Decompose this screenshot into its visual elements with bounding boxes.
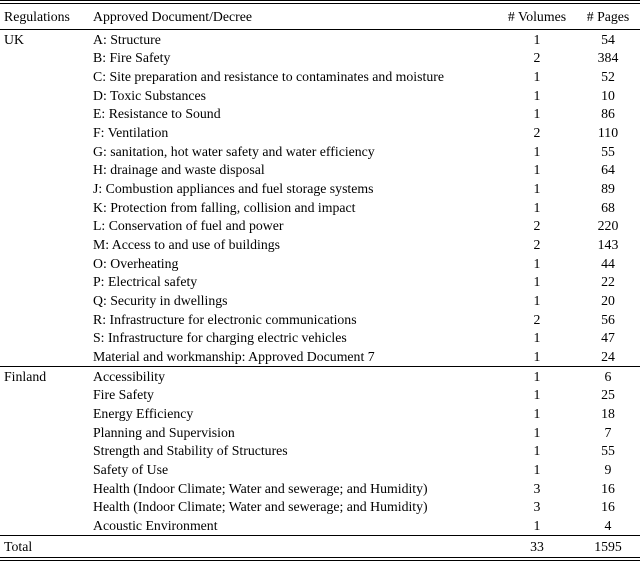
- pages-value: 6: [576, 367, 640, 386]
- table-row: [0, 329, 640, 348]
- region-label: [0, 235, 91, 254]
- region-label: [0, 198, 91, 217]
- table-row: [0, 142, 640, 161]
- total-volumes: 33: [498, 536, 576, 557]
- col-header-document: Approved Document/Decree: [91, 4, 498, 30]
- volumes-value: 1: [533, 387, 541, 403]
- pages-value: 20: [601, 293, 615, 309]
- volumes-value: 1: [533, 330, 541, 346]
- table-row: [0, 198, 640, 217]
- region-label: [0, 329, 91, 348]
- table-row: [0, 161, 640, 180]
- table-body: [0, 30, 640, 557]
- document-name: G: sanitation, hot water safety and water efficiency: [93, 143, 375, 159]
- table-row: [0, 516, 640, 535]
- table-row: [0, 498, 640, 517]
- document-name: L: Conservation of fuel and power: [93, 218, 284, 234]
- volumes-value: 2: [533, 311, 541, 327]
- document-name: K: Protection from falling, collision and impact: [93, 199, 356, 215]
- region-label: [0, 460, 91, 479]
- table-header: [0, 4, 640, 30]
- region-label: [0, 67, 91, 86]
- region-label: [0, 386, 91, 405]
- regulations-table: [0, 4, 640, 557]
- table-row: [0, 105, 640, 124]
- pages-value: 18: [601, 406, 615, 422]
- pages-value: 55: [601, 143, 615, 159]
- document-name: H: drainage and waste disposal: [93, 162, 265, 178]
- table-row: [0, 404, 640, 423]
- document-name: O: Overheating: [93, 255, 179, 271]
- document-name: C: Site preparation and resistance to contaminates and moisture: [93, 69, 444, 85]
- document-name: R: Infrastructure for electronic communications: [93, 311, 357, 327]
- region-label: UK: [4, 31, 24, 47]
- pages-value: 89: [601, 181, 615, 197]
- volumes-value: 1: [533, 518, 541, 534]
- region-label: [0, 516, 91, 535]
- region-label: [0, 142, 91, 161]
- region-label: [0, 161, 91, 180]
- document-name: Fire Safety: [93, 387, 154, 403]
- document-name: F: Ventilation: [93, 125, 169, 141]
- region-label: [0, 423, 91, 442]
- pages-value: 68: [601, 199, 615, 215]
- document-name: Strength and Stability of Structures: [93, 443, 288, 459]
- pages-value: 384: [597, 50, 619, 66]
- table-row: [0, 49, 640, 68]
- pages-value: 4: [604, 518, 612, 534]
- region-label: [0, 291, 91, 310]
- document-name: Acoustic Environment: [93, 518, 218, 534]
- table-row: [0, 291, 640, 310]
- document-name: B: Fire Safety: [93, 50, 171, 66]
- table-row: [0, 67, 640, 86]
- volumes-value: 1: [533, 31, 541, 47]
- pages-value: 56: [601, 311, 615, 327]
- table-row: [0, 442, 640, 461]
- pages-value: 44: [601, 255, 615, 271]
- document-name: Accessibility: [91, 367, 498, 386]
- table-row: [0, 217, 640, 236]
- document-name: Safety of Use: [93, 462, 169, 478]
- header-row: [0, 4, 640, 30]
- volumes-value: 1: [533, 199, 541, 215]
- document-name: E: Resistance to Sound: [93, 106, 221, 122]
- volumes-value: 1: [533, 462, 541, 478]
- pages-value: 7: [604, 424, 612, 440]
- volumes-value: 1: [533, 443, 541, 459]
- region-label: [0, 347, 91, 366]
- region-label: [0, 404, 91, 423]
- region-label: [0, 498, 91, 517]
- region-label: [0, 217, 91, 236]
- volumes-value: 1: [533, 406, 541, 422]
- volumes-value: 1: [533, 255, 541, 271]
- volumes-value: 1: [533, 106, 541, 122]
- total-label: Total: [0, 536, 91, 557]
- volumes-value: 1: [533, 143, 541, 159]
- table-row: [0, 367, 640, 386]
- table-row: [0, 460, 640, 479]
- document-name: Health (Indoor Climate; Water and sewerage; and Humidity): [93, 480, 428, 496]
- pages-value: 9: [604, 462, 612, 478]
- pages-value: 25: [601, 387, 615, 403]
- pages-value: 16: [601, 499, 615, 515]
- pages-value: 64: [601, 162, 615, 178]
- pages-value: 55: [601, 443, 615, 459]
- table-row: [0, 86, 640, 105]
- region-label: [0, 49, 91, 68]
- region-label: [0, 123, 91, 142]
- document-name: Energy Efficiency: [93, 406, 194, 422]
- total-pages: 1595: [576, 536, 640, 557]
- region-label: [0, 105, 91, 124]
- table-row: [0, 179, 640, 198]
- table-row: [0, 310, 640, 329]
- pages-value: 52: [601, 69, 615, 85]
- pages-value: 220: [597, 218, 619, 234]
- pages-value: 16: [601, 480, 615, 496]
- col-header-volumes: # Volumes: [498, 4, 576, 30]
- volumes-value: 3: [533, 499, 541, 515]
- pages-value: 54: [601, 31, 615, 47]
- volumes-value: 1: [533, 162, 541, 178]
- total-row: [0, 536, 640, 557]
- volumes-value: 2: [533, 218, 541, 234]
- document-name: J: Combustion appliances and fuel storage systems: [93, 181, 374, 197]
- pages-value: 110: [597, 125, 619, 141]
- region-label: [0, 254, 91, 273]
- pages-value: 47: [601, 330, 615, 346]
- col-header-regulations: Regulations: [0, 4, 91, 30]
- region-label: [0, 86, 91, 105]
- table-row: [0, 30, 640, 49]
- volumes-value: 1: [533, 424, 541, 440]
- table-row: [0, 235, 640, 254]
- volumes-value: 1: [533, 87, 541, 103]
- document-name: Q: Security in dwellings: [93, 293, 228, 309]
- pages-value: 10: [601, 87, 615, 103]
- document-name: Health (Indoor Climate; Water and sewerage; and Humidity): [93, 499, 428, 515]
- volumes-value: 2: [533, 237, 541, 253]
- document-name: P: Electrical safety: [93, 274, 198, 290]
- pages-value: 86: [601, 106, 615, 122]
- region-label: [0, 310, 91, 329]
- volumes-value: 1: [533, 274, 541, 290]
- col-header-pages: # Pages: [576, 4, 640, 30]
- document-name: S: Infrastructure for charging electric vehicles: [93, 330, 347, 346]
- volumes-value: 2: [533, 50, 541, 66]
- table-row: [0, 273, 640, 292]
- volumes-value: 1: [498, 367, 576, 386]
- region-label: [0, 442, 91, 461]
- volumes-value: 2: [533, 125, 541, 141]
- table-row: [0, 386, 640, 405]
- region-label: [0, 273, 91, 292]
- document-name: Planning and Supervision: [93, 424, 235, 440]
- region-label: [0, 479, 91, 498]
- volumes-value: 1: [533, 69, 541, 85]
- total-spacer: [91, 536, 498, 557]
- table-row: [0, 423, 640, 442]
- document-name: D: Toxic Substances: [93, 87, 206, 103]
- pages-value: 22: [601, 274, 615, 290]
- document-name: M: Access to and use of buildings: [93, 237, 281, 253]
- volumes-value: 3: [533, 480, 541, 496]
- table-row: [0, 347, 640, 366]
- pages-value: 24: [601, 349, 615, 365]
- document-name: Material and workmanship: Approved Document 7: [93, 349, 375, 365]
- volumes-value: 1: [533, 293, 541, 309]
- table-row: [0, 123, 640, 142]
- volumes-value: 1: [533, 349, 541, 365]
- table-row: [0, 479, 640, 498]
- document-name: A: Structure: [93, 31, 161, 47]
- region-label: [0, 179, 91, 198]
- region-label: Finland: [0, 367, 91, 386]
- volumes-value: 1: [533, 181, 541, 197]
- table-row: [0, 254, 640, 273]
- pages-value: 143: [597, 237, 619, 253]
